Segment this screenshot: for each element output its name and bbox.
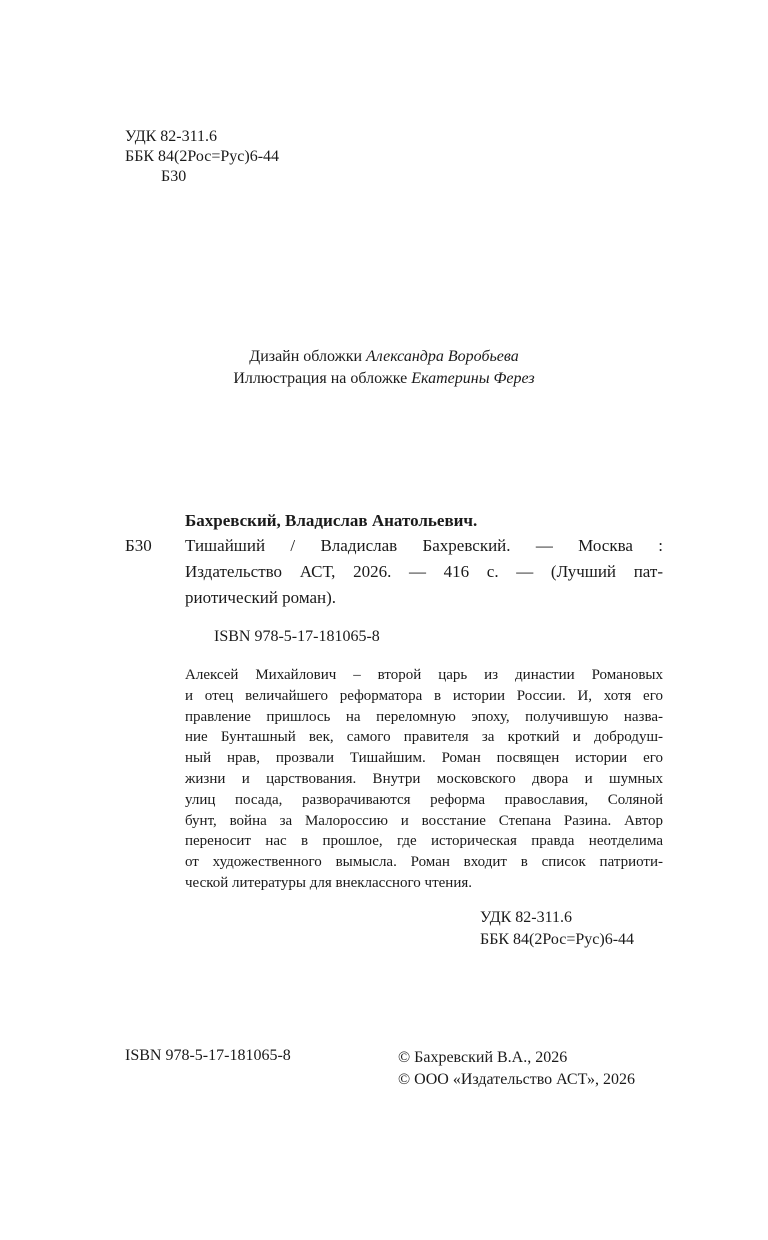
author-sign: Б30 <box>161 168 187 185</box>
cover-design-credit <box>0 346 768 368</box>
illustration-prefix: Иллюстрация на обложке <box>233 370 408 387</box>
copyright-author: © Бахревский В.А., 2026 <box>398 1049 568 1066</box>
bbk-code: ББК 84(2Рос=Рус)6-44 <box>125 148 280 165</box>
record-author-sign: Б30 <box>125 536 152 555</box>
classification-codes-right <box>480 907 634 951</box>
abstract-line: бунт, война за Малороссию и восстание Степана Разина. Автор <box>185 812 663 829</box>
cover-designer-name: Александра Воробьева <box>366 348 519 365</box>
abstract-line: улиц посада, разворачиваются реформа православия, Соляной <box>185 791 663 808</box>
description-line: Издательство АСТ, 2026. — 416 с. — (Лучший пат- <box>185 562 663 581</box>
copyright-block <box>398 1047 635 1091</box>
abstract-line: ние Бунташный век, самого правителя за кроткий и добродуш- <box>185 729 663 746</box>
description-line: Тишайший / Владислав Бахревский. — Москва : <box>185 536 663 555</box>
record-isbn: ISBN 978-5-17-181065-8 <box>214 628 380 645</box>
abstract-line: ческой литературы для внеклассного чтения. <box>185 874 473 891</box>
udk-code: УДК 82-311.6 <box>480 909 573 926</box>
author-heading: Бахревский, Владислав Анатольевич. <box>185 511 478 530</box>
abstract-line: переносит нас в прошлое, где историческая правда неотделима <box>185 833 663 850</box>
udk-code: УДК 82-311.6 <box>125 128 218 145</box>
illustration-credit <box>0 368 768 390</box>
book-abstract <box>185 665 663 894</box>
classification-codes-top <box>125 127 279 187</box>
abstract-line: жизни и царствования. Внутри московского двора и шумных <box>185 770 663 787</box>
cover-design-prefix: Дизайн обложки <box>249 348 363 365</box>
design-credits <box>0 346 768 390</box>
footer-isbn: ISBN 978-5-17-181065-8 <box>125 1047 291 1064</box>
abstract-line: правление пришлось на переломную эпоху, получившую назва- <box>185 708 663 725</box>
abstract-line: и отец величайшего реформатора в истории России. И, хотя его <box>185 687 663 704</box>
illustrator-name: Екатерины Ферез <box>411 370 535 387</box>
abstract-line: Алексей Михайлович – второй царь из династии Романовых <box>185 667 663 683</box>
bibliographic-description <box>185 533 663 611</box>
bbk-code: ББК 84(2Рос=Рус)6-44 <box>480 931 635 948</box>
abstract-line: ный нрав, прозвали Тишайшим. Роман посвящен истории его <box>185 750 663 767</box>
description-line: риотический роман). <box>185 588 337 607</box>
abstract-line: от художественного вымысла. Роман входит в список патриоти- <box>185 854 663 871</box>
copyright-publisher: © ООО «Издательство АСТ», 2026 <box>398 1071 635 1088</box>
